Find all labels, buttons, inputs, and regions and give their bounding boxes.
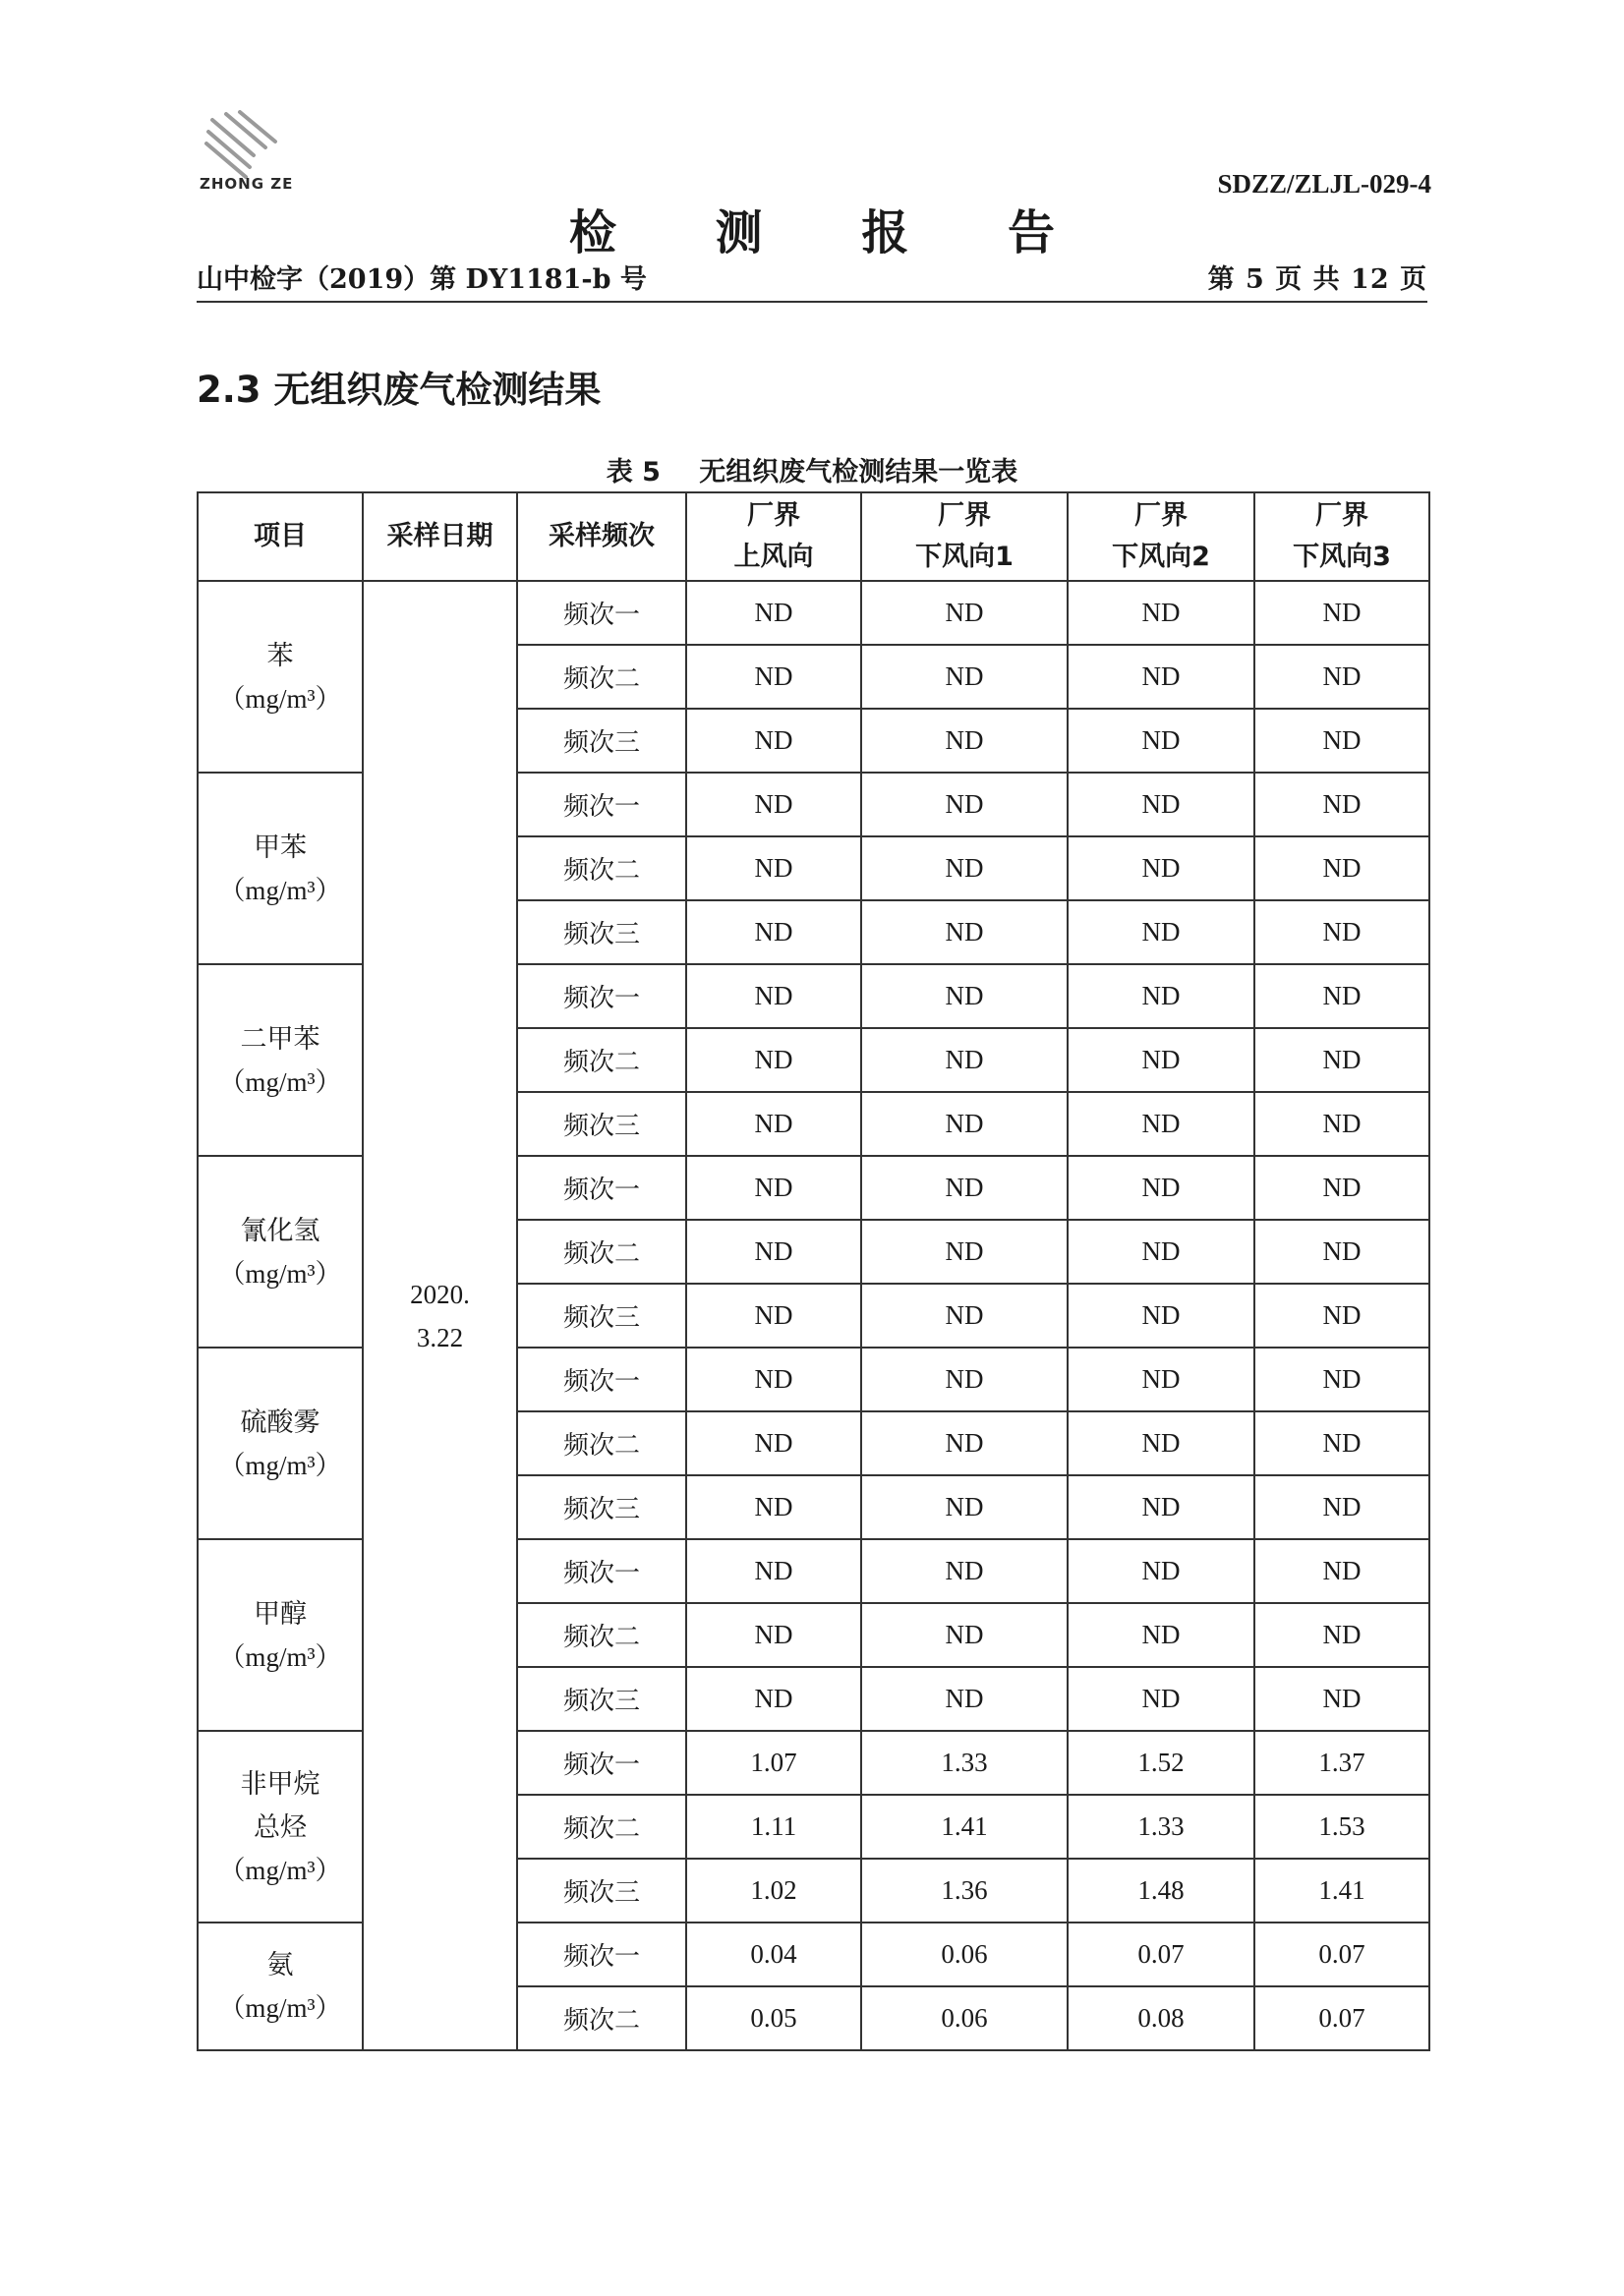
result-value-cell: ND <box>1068 709 1254 773</box>
result-value-cell: ND <box>686 1028 861 1092</box>
result-value-cell: ND <box>1254 773 1429 836</box>
result-value-cell: 1.41 <box>1254 1859 1429 1923</box>
result-value-cell: ND <box>1068 1539 1254 1603</box>
result-value-cell: ND <box>861 1475 1068 1539</box>
sampling-frequency-cell: 频次二 <box>517 836 686 900</box>
result-value-cell: 1.37 <box>1254 1731 1429 1795</box>
sampling-frequency-cell: 频次二 <box>517 1603 686 1667</box>
result-value-cell: ND <box>686 964 861 1028</box>
result-value-cell: ND <box>1254 1539 1429 1603</box>
result-value-cell: 1.02 <box>686 1859 861 1923</box>
result-value-cell: ND <box>861 1092 1068 1156</box>
sampling-date-cell: 2020. 3.22 <box>363 581 517 2050</box>
result-value-cell: ND <box>1254 1220 1429 1284</box>
sampling-frequency-cell: 频次一 <box>517 1923 686 1986</box>
sampling-frequency-cell: 频次三 <box>517 900 686 964</box>
result-value-cell: ND <box>686 709 861 773</box>
result-value-cell: ND <box>686 1156 861 1220</box>
pollutant-name-cell: 苯 （mg/m³） <box>198 581 363 773</box>
result-value-cell: ND <box>1254 1475 1429 1539</box>
sampling-frequency-cell: 频次三 <box>517 1092 686 1156</box>
unit-label: （mg/m³） <box>218 1450 342 1480</box>
sampling-frequency-cell: 频次一 <box>517 773 686 836</box>
results-table <box>197 491 1430 2051</box>
result-value-cell: ND <box>1254 1028 1429 1092</box>
result-value-cell: ND <box>1068 581 1254 645</box>
result-value-cell: ND <box>686 645 861 709</box>
unit-label: （mg/m³） <box>218 1258 342 1289</box>
result-value-cell: 1.07 <box>686 1731 861 1795</box>
result-value-cell: ND <box>1068 773 1254 836</box>
sampling-frequency-cell: 频次二 <box>517 1986 686 2050</box>
logo-text: ZHONG ZE <box>200 175 294 193</box>
sampling-frequency-cell: 频次二 <box>517 1028 686 1092</box>
sampling-frequency-cell: 频次一 <box>517 1348 686 1411</box>
sampling-frequency-cell: 频次三 <box>517 1859 686 1923</box>
unit-label: （mg/m³） <box>218 1855 342 1885</box>
result-value-cell: ND <box>1068 1092 1254 1156</box>
table-caption-text: 无组织废气检测结果一览表 <box>699 457 1018 488</box>
sampling-frequency-cell: 频次三 <box>517 709 686 773</box>
result-value-cell: ND <box>1254 964 1429 1028</box>
result-value-cell: 0.08 <box>1068 1986 1254 2050</box>
pollutant-name-cell: 甲醇 （mg/m³） <box>198 1539 363 1731</box>
sampling-frequency-cell: 频次三 <box>517 1667 686 1731</box>
result-value-cell: ND <box>861 645 1068 709</box>
result-value-cell: ND <box>861 900 1068 964</box>
result-value-cell: 1.53 <box>1254 1795 1429 1859</box>
result-value-cell: ND <box>1068 900 1254 964</box>
page-number: 第 5 页 共 12 页 <box>1207 264 1427 295</box>
pollutant-name-cell: 硫酸雾 （mg/m³） <box>198 1348 363 1539</box>
column-header: 厂界 下风向3 <box>1254 492 1429 581</box>
result-value-cell: ND <box>1254 1348 1429 1411</box>
result-value-cell: ND <box>1254 1284 1429 1348</box>
result-value-cell: ND <box>861 964 1068 1028</box>
result-value-cell: ND <box>861 1220 1068 1284</box>
result-value-cell: ND <box>686 1411 861 1475</box>
result-value-cell: ND <box>686 1603 861 1667</box>
sampling-frequency-cell: 频次二 <box>517 1795 686 1859</box>
header-divider <box>197 301 1427 303</box>
sampling-frequency-cell: 频次一 <box>517 1539 686 1603</box>
sampling-frequency-cell: 频次二 <box>517 1411 686 1475</box>
result-value-cell: ND <box>1254 900 1429 964</box>
result-value-cell: 0.07 <box>1068 1923 1254 1986</box>
result-value-cell: ND <box>686 1667 861 1731</box>
report-header-line <box>197 258 1427 296</box>
sampling-frequency-cell: 频次三 <box>517 1284 686 1348</box>
sampling-frequency-cell: 频次一 <box>517 1731 686 1795</box>
unit-label: （mg/m³） <box>218 1993 342 2023</box>
unit-label: （mg/m³） <box>218 875 342 905</box>
result-value-cell: ND <box>861 1284 1068 1348</box>
column-header: 采样频次 <box>517 492 686 581</box>
result-value-cell: ND <box>686 836 861 900</box>
result-value-cell: ND <box>861 1539 1068 1603</box>
result-value-cell: ND <box>1254 1156 1429 1220</box>
column-header: 项目 <box>198 492 363 581</box>
table-header-row <box>198 492 1429 581</box>
result-value-cell: 0.04 <box>686 1923 861 1986</box>
result-value-cell: ND <box>1068 1028 1254 1092</box>
report-number: 山中检字（2019）第 DY1181-b 号 <box>197 264 647 295</box>
pollutant-name-cell: 氨 （mg/m³） <box>198 1923 363 2050</box>
result-value-cell: ND <box>1068 1348 1254 1411</box>
result-value-cell: ND <box>1254 1603 1429 1667</box>
result-value-cell: ND <box>686 1284 861 1348</box>
pollutant-name-cell: 甲苯 （mg/m³） <box>198 773 363 964</box>
result-value-cell: 0.07 <box>1254 1923 1429 1986</box>
result-value-cell: ND <box>686 1220 861 1284</box>
table-caption-number: 表 5 <box>606 457 661 488</box>
result-value-cell: ND <box>686 773 861 836</box>
result-value-cell: ND <box>1254 581 1429 645</box>
result-value-cell: ND <box>1068 1220 1254 1284</box>
sampling-frequency-cell: 频次二 <box>517 645 686 709</box>
result-value-cell: 1.41 <box>861 1795 1068 1859</box>
result-value-cell: 0.06 <box>861 1986 1068 2050</box>
result-value-cell: ND <box>1068 836 1254 900</box>
document-code: SDZZ/ZLJL-029-4 <box>1217 169 1431 199</box>
result-value-cell: 0.06 <box>861 1923 1068 1986</box>
result-value-cell: 1.36 <box>861 1859 1068 1923</box>
result-value-cell: ND <box>1068 1667 1254 1731</box>
result-value-cell: ND <box>1254 836 1429 900</box>
report-title: 检 测 报 告 <box>568 205 1097 260</box>
result-value-cell: ND <box>686 1092 861 1156</box>
result-value-cell: ND <box>1254 709 1429 773</box>
result-value-cell: ND <box>861 773 1068 836</box>
column-header: 厂界 下风向1 <box>861 492 1068 581</box>
result-value-cell: ND <box>861 1411 1068 1475</box>
sampling-frequency-cell: 频次一 <box>517 964 686 1028</box>
result-value-cell: ND <box>861 1156 1068 1220</box>
result-value-cell: ND <box>861 581 1068 645</box>
result-value-cell: ND <box>1254 645 1429 709</box>
result-value-cell: ND <box>1068 964 1254 1028</box>
result-value-cell: ND <box>861 1348 1068 1411</box>
result-value-cell: ND <box>861 1667 1068 1731</box>
result-value-cell: ND <box>1068 1284 1254 1348</box>
result-value-cell: ND <box>1068 1411 1254 1475</box>
column-header: 采样日期 <box>363 492 517 581</box>
result-value-cell: 0.07 <box>1254 1986 1429 2050</box>
result-value-cell: ND <box>686 581 861 645</box>
column-header: 厂界 下风向2 <box>1068 492 1254 581</box>
table-row <box>198 581 1429 645</box>
result-value-cell: ND <box>686 1475 861 1539</box>
result-value-cell: ND <box>1254 1411 1429 1475</box>
sampling-frequency-cell: 频次二 <box>517 1220 686 1284</box>
result-value-cell: ND <box>861 1603 1068 1667</box>
result-value-cell: ND <box>861 836 1068 900</box>
column-header: 厂界 上风向 <box>686 492 861 581</box>
result-value-cell: ND <box>686 900 861 964</box>
result-value-cell: ND <box>861 709 1068 773</box>
result-value-cell: 1.33 <box>1068 1795 1254 1859</box>
result-value-cell: 1.48 <box>1068 1859 1254 1923</box>
sampling-frequency-cell: 频次一 <box>517 581 686 645</box>
table-body <box>198 581 1429 2050</box>
result-value-cell: 1.11 <box>686 1795 861 1859</box>
result-value-cell: ND <box>1068 645 1254 709</box>
result-value-cell: 0.05 <box>686 1986 861 2050</box>
unit-label: （mg/m³） <box>218 1066 342 1097</box>
result-value-cell: ND <box>1068 1603 1254 1667</box>
pollutant-name-cell: 氰化氢 （mg/m³） <box>198 1156 363 1348</box>
pollutant-name-cell: 二甲苯 （mg/m³） <box>198 964 363 1156</box>
unit-label: （mg/m³） <box>218 683 342 714</box>
section-heading: 2.3 无组织废气检测结果 <box>197 369 602 411</box>
table-caption <box>0 450 1624 488</box>
result-value-cell: ND <box>861 1028 1068 1092</box>
pollutant-name-cell: 非甲烷 总烃 （mg/m³） <box>198 1731 363 1923</box>
unit-label: （mg/m³） <box>218 1641 342 1672</box>
result-value-cell: ND <box>686 1539 861 1603</box>
result-value-cell: ND <box>1068 1475 1254 1539</box>
sampling-frequency-cell: 频次一 <box>517 1156 686 1220</box>
result-value-cell: ND <box>686 1348 861 1411</box>
result-value-cell: ND <box>1068 1156 1254 1220</box>
result-value-cell: ND <box>1254 1667 1429 1731</box>
result-value-cell: 1.52 <box>1068 1731 1254 1795</box>
sampling-frequency-cell: 频次三 <box>517 1475 686 1539</box>
result-value-cell: ND <box>1254 1092 1429 1156</box>
result-value-cell: 1.33 <box>861 1731 1068 1795</box>
